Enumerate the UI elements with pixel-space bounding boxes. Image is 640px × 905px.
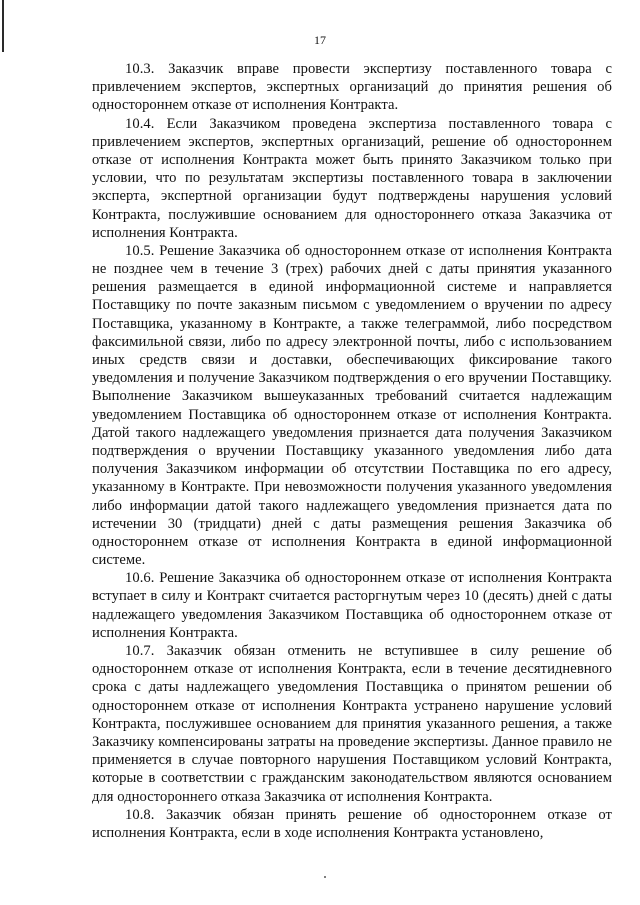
paragraph-10-6: 10.6. Решение Заказчика об одностороннем отказе от исполнения Контракта вступает в силу и Контракт считается расторгнутым через 10 (десять) дней с даты надлежащего уведомления Заказчиком Поставщика об одностороннем отказе от исполнения Контракта. — [92, 570, 612, 641]
paragraph-10-8: 10.8. Заказчик обязан принять решение об одностороннем отказе от исполнения Контракта, если в ходе исполнения Контракта установлено, — [92, 806, 612, 841]
document-body — [92, 60, 612, 842]
paragraph-10-7: 10.7. Заказчик обязан отменить не вступившее в силу решение об одностороннем отказе от исполнения Контракта, если в течение десятидневного срока с даты надлежащего уведомления Поставщика о принятом решении об одностороннем отказе от исполнения Контракта устранено нарушение условий Контракта, послужившее основанием для принятия указанного решения, а также Заказчику компенсированы затраты на проведение экспертизы. Данное правило не применяется в случае повторного нарушения Поставщиком условий Контракта, которые в соответствии с гражданским законодательством являются основанием для одностороннего отказа Заказчика от исполнения Контракта. — [92, 643, 612, 805]
paragraph-10-3: 10.3. Заказчик вправе провести экспертизу поставленного товара с привлечением экспертов, экспертных организаций до принятия решения об одностороннем отказе от исполнения Контракта. — [92, 61, 612, 114]
paragraph-10-5: 10.5. Решение Заказчика об одностороннем отказе от исполнения Контракта не позднее чем в течение 3 (трех) рабочих дней с даты принятия указанного решения размещается в единой информационной системе и направляется Поставщику по почте заказным письмом с уведомлением о вручении по адресу Поставщика, указанному в Контракте, а также телеграммой, либо посредством факсимильной связи, либо по адресу электронной почты, либо с использованием иных средств связи и доставки, обеспечивающих фиксирование такого уведомления и получение Заказчиком подтверждения о его вручении Поставщику. Выполнение Заказчиком вышеуказанных требований считается надлежащим уведомлением Поставщика об одностороннем отказе от исполнения Контракта. Датой такого надлежащего уведомления признается дата получения Заказчиком подтверждения о вручении Поставщику указанного уведомления либо дата получения Заказчиком информации об отсутствии Поставщика по его адресу, указанному в Контракте. При невозможности получения указанного уведомления либо информации датой такого надлежащего уведомления признается дата по истечении 30 (тридцати) дней с даты размещения решения Заказчика об одностороннем отказе от исполнения Контракта в единой информационной системе. — [92, 242, 612, 569]
page-number: 17 — [314, 33, 326, 47]
scan-speck — [324, 876, 326, 878]
paragraph-10-4: 10.4. Если Заказчиком проведена экспертиза поставленного товара с привлечением экспертов, экспертных организаций, решение об одностороннем отказе от исполнения Контракта может быть принято Заказчиком только при условии, что по результатам экспертизы поставленного товара в заключении эксперта, экспертной организации будут подтверждены нарушения условий Контракта, послужившие основанием для одностороннего отказа Заказчика от исполнения Контракта. — [92, 115, 612, 241]
